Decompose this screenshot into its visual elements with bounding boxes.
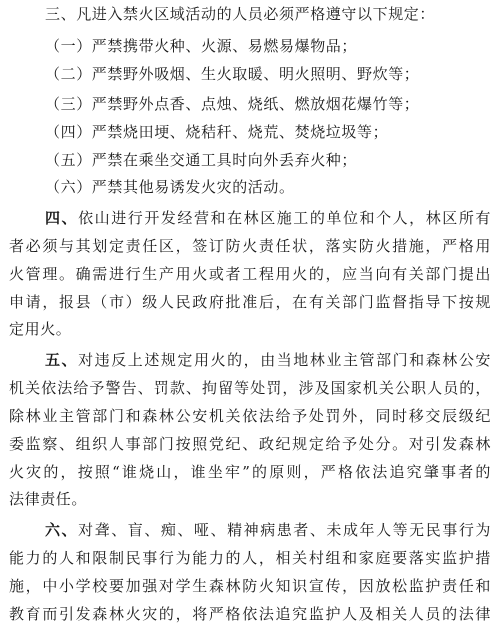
rule-3: （三）严禁野外点香、点烛、烧纸、燃放烟花爆竹等； (45, 95, 420, 113)
paragraph-5-lead: 五、 (45, 351, 79, 369)
paragraph-5-line-3: 除林业主管部门和森林公安机关依法给予处罚外，同时移交辰级纪 (9, 407, 491, 425)
rule-5: （五）严禁在乘坐交通工具时向外丢弃火种； (45, 151, 358, 169)
paragraph-6-line-3: 施，中小学校要加强对学生森林防火知识宣传，因放松监护责任和 (9, 577, 491, 595)
paragraph-6-line-1: 六、对聋、盲、痴、哑、精神病患者、未成年人等无民事行为 (45, 521, 491, 539)
paragraph-4-line-1: 四、依山进行开发经营和在林区施工的单位和个人，林区所有 (45, 209, 491, 227)
paragraph-4-line-4: 申请，报县（市）级人民政府批准后，在有关部门监督指导下按规 (9, 293, 491, 311)
paragraph-5-line-5: 火灾的，按照“谁烧山，谁坐牢”的原则，严格依法追究肇事者的 (9, 463, 491, 481)
paragraph-6-lead: 六、 (45, 521, 79, 539)
paragraph-5-line-2: 机关依法给予警告、罚款、拘留等处罚，涉及国家机关公职人员的， (9, 379, 491, 397)
paragraph-4-line-2: 者必须与其划定责任区，签订防火责任状，落实防火措施，严格用 (9, 237, 491, 255)
paragraph-5-line-4: 委监察、组织人事部门按照党纪、政纪规定给予处分。对引发森林 (9, 435, 491, 453)
rule-1: （一）严禁携带火种、火源、易燃易爆物品； (45, 37, 358, 55)
paragraph-6-line-4: 教育而引发森林火灾的，将严格依法追究监护人及相关人员的法律 (9, 605, 491, 623)
rule-4: （四）严禁烧田埂、烧秸秆、烧荒、焚烧垃圾等； (45, 123, 389, 141)
paragraph-4-lead: 四、 (45, 209, 79, 227)
item3-heading: 三、凡进入禁火区域活动的人员必须严格遵守以下规定： (45, 5, 436, 23)
paragraph-4-line-5: 定用火。 (9, 320, 72, 338)
paragraph-5-line-6: 法律责任。 (9, 490, 88, 508)
paragraph-4-line-3: 火管理。确需进行生产用火或者工程用火的，应当向有关部门提出 (9, 265, 491, 283)
paragraph-6-line-2: 能力的人和限制民事行为能力的人，相关村组和家庭要落实监护措 (9, 549, 491, 567)
paragraph-5-line-1: 五、对违反上述规定用火的，由当地林业主管部门和森林公安 (45, 351, 491, 369)
rule-2: （二）严禁野外吸烟、生火取暖、明火照明、野炊等； (45, 65, 420, 83)
rule-6: （六）严禁其他易诱发火灾的活动。 (45, 178, 295, 196)
